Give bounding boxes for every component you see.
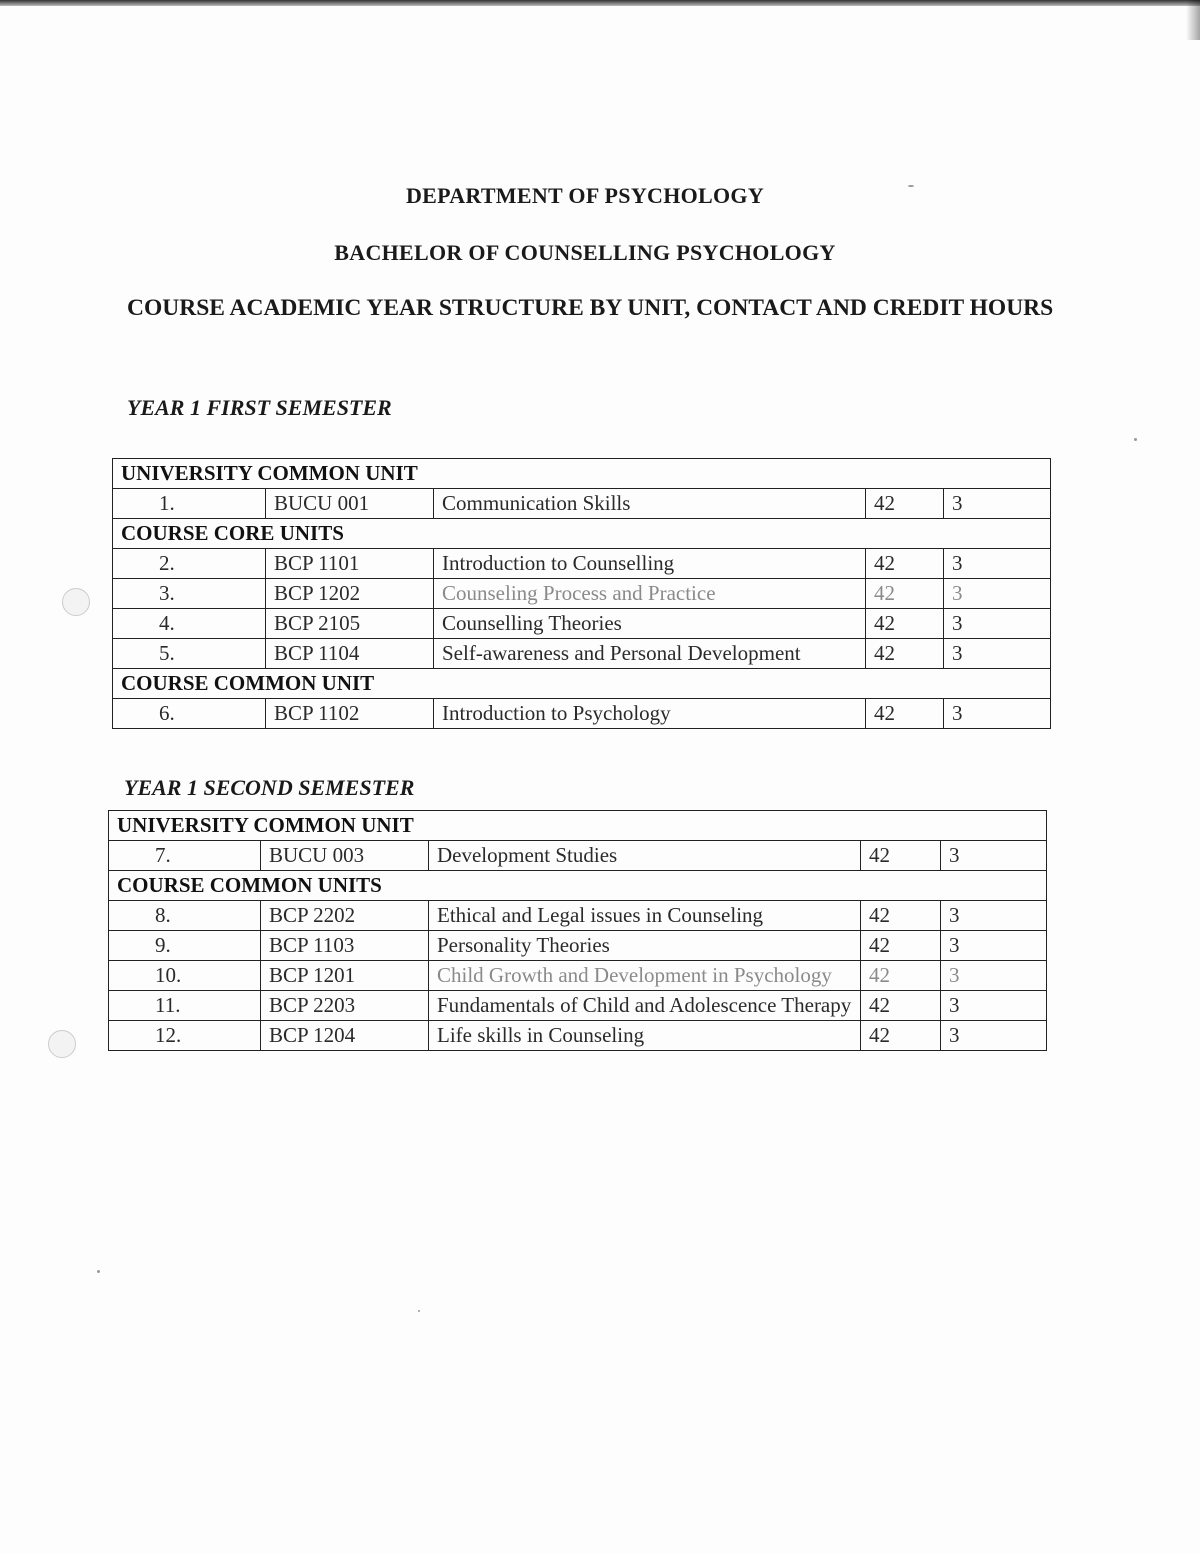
contact-hours: 42 — [861, 901, 941, 931]
contact-hours: 42 — [861, 961, 941, 991]
scan-speck — [97, 1270, 100, 1273]
unit-number: 3. — [113, 579, 266, 609]
table-row — [113, 549, 1051, 579]
unit-name: Personality Theories — [429, 931, 861, 961]
unit-number: 2. — [113, 549, 266, 579]
unit-number: 1. — [113, 489, 266, 519]
unit-name: Introduction to Counselling — [434, 549, 866, 579]
table-row — [113, 639, 1051, 669]
credit-hours: 3 — [944, 489, 1051, 519]
group-heading: COURSE CORE UNITS — [113, 519, 1051, 549]
unit-number: 11. — [109, 991, 261, 1021]
contact-hours: 42 — [866, 699, 944, 729]
unit-name: Child Growth and Development in Psychology — [429, 961, 861, 991]
first-semester-table — [112, 458, 1051, 729]
group-heading-row — [113, 459, 1051, 489]
unit-code: BCP 1103 — [261, 931, 429, 961]
table-row — [109, 901, 1047, 931]
unit-number: 12. — [109, 1021, 261, 1051]
group-heading: UNIVERSITY COMMON UNIT — [109, 811, 1047, 841]
unit-code: BCP 1201 — [261, 961, 429, 991]
unit-name: Ethical and Legal issues in Counseling — [429, 901, 861, 931]
unit-code: BCP 2202 — [261, 901, 429, 931]
credit-hours: 3 — [941, 901, 1047, 931]
table-row — [113, 489, 1051, 519]
credit-hours: 3 — [941, 931, 1047, 961]
contact-hours: 42 — [861, 991, 941, 1021]
unit-code: BCP 1202 — [266, 579, 434, 609]
group-heading: COURSE COMMON UNITS — [109, 871, 1047, 901]
group-heading-row — [109, 871, 1047, 901]
semester-title: YEAR 1 FIRST SEMESTER — [127, 395, 392, 420]
group-heading: UNIVERSITY COMMON UNIT — [113, 459, 1051, 489]
table-row — [109, 841, 1047, 871]
unit-number: 6. — [113, 699, 266, 729]
group-heading-row — [113, 519, 1051, 549]
unit-number: 9. — [109, 931, 261, 961]
unit-number: 4. — [113, 609, 266, 639]
punch-hole-lower — [48, 1030, 76, 1058]
unit-code: BCP 1104 — [266, 639, 434, 669]
table-row — [109, 931, 1047, 961]
unit-number: 7. — [109, 841, 261, 871]
unit-name: Life skills in Counseling — [429, 1021, 861, 1051]
group-heading: COURSE COMMON UNIT — [113, 669, 1051, 699]
credit-hours: 3 — [944, 579, 1051, 609]
unit-number: 8. — [109, 901, 261, 931]
unit-name: Self-awareness and Personal Development — [434, 639, 866, 669]
unit-name: Counseling Process and Practice — [434, 579, 866, 609]
table-row — [113, 699, 1051, 729]
credit-hours: 3 — [944, 549, 1051, 579]
second-semester-table — [108, 810, 1047, 1051]
credit-hours: 3 — [944, 699, 1051, 729]
unit-number: 5. — [113, 639, 266, 669]
table-row — [113, 579, 1051, 609]
unit-code: BCP 2203 — [261, 991, 429, 1021]
group-heading-row — [113, 669, 1051, 699]
credit-hours: 3 — [941, 961, 1047, 991]
credit-hours: 3 — [944, 639, 1051, 669]
unit-code: BCP 1102 — [266, 699, 434, 729]
contact-hours: 42 — [866, 549, 944, 579]
table-row — [113, 609, 1051, 639]
unit-name: Communication Skills — [434, 489, 866, 519]
scan-speck — [1134, 438, 1137, 441]
unit-code: BCP 2105 — [266, 609, 434, 639]
punch-hole-upper — [62, 588, 90, 616]
contact-hours: 42 — [866, 579, 944, 609]
credit-hours: 3 — [941, 991, 1047, 1021]
table-row — [109, 961, 1047, 991]
group-heading-row — [109, 811, 1047, 841]
table-row — [109, 1021, 1047, 1051]
contact-hours: 42 — [861, 841, 941, 871]
unit-code: BUCU 003 — [261, 841, 429, 871]
unit-name: Counselling Theories — [434, 609, 866, 639]
unit-code: BCP 1204 — [261, 1021, 429, 1051]
scan-edge-right — [1186, 0, 1200, 40]
scan-edge-top — [0, 0, 1200, 6]
unit-number: 10. — [109, 961, 261, 991]
unit-name: Introduction to Psychology — [434, 699, 866, 729]
credit-hours: 3 — [941, 1021, 1047, 1051]
unit-code: BUCU 001 — [266, 489, 434, 519]
credit-hours: 3 — [941, 841, 1047, 871]
structure-title: COURSE ACADEMIC YEAR STRUCTURE BY UNIT, CONTACT AND CREDIT HOURS — [127, 295, 1054, 321]
scan-speck — [418, 1310, 420, 1312]
unit-name: Development Studies — [429, 841, 861, 871]
credit-hours: 3 — [944, 609, 1051, 639]
programme-title: BACHELOR OF COUNSELLING PSYCHOLOGY — [334, 240, 836, 265]
department-title: DEPARTMENT OF PSYCHOLOGY — [405, 183, 765, 208]
unit-name: Fundamentals of Child and Adolescence Therapy — [429, 991, 861, 1021]
contact-hours: 42 — [866, 489, 944, 519]
table-row — [109, 991, 1047, 1021]
semester-title: YEAR 1 SECOND SEMESTER — [124, 775, 415, 800]
contact-hours: 42 — [866, 639, 944, 669]
contact-hours: 42 — [861, 1021, 941, 1051]
contact-hours: 42 — [866, 609, 944, 639]
contact-hours: 42 — [861, 931, 941, 961]
unit-code: BCP 1101 — [266, 549, 434, 579]
